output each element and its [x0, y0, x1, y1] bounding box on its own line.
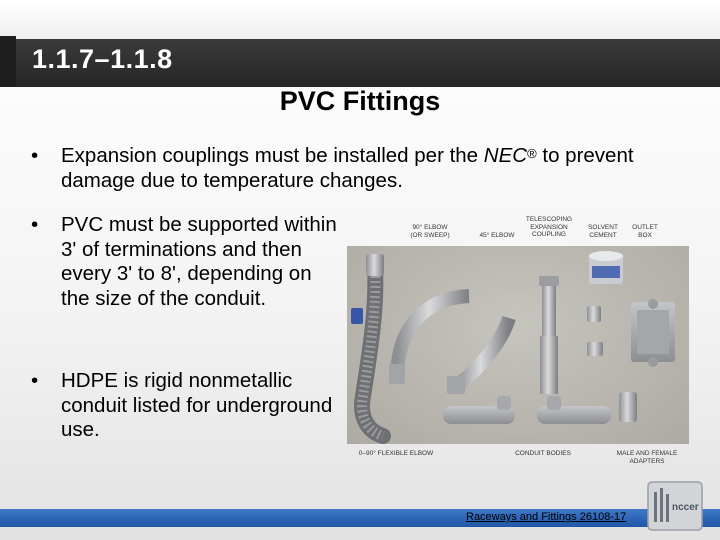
bullet-dot: • [31, 213, 39, 236]
top-strip [0, 0, 720, 40]
footer-link[interactable]: Raceways and Fittings 26108-17 [466, 511, 627, 523]
pvc-fittings-photo [347, 246, 689, 444]
section-number: 1.1.7–1.1.8 [32, 44, 173, 74]
header-accent [0, 36, 16, 87]
bullet-dot: • [31, 369, 39, 392]
nec-reference: NEC [483, 144, 528, 167]
bullet-text: HDPE is rigid nonmetallic conduit listed for underground use. [61, 369, 333, 441]
female-adapter [587, 342, 603, 356]
slide-title [0, 86, 720, 117]
nccer-logo [644, 478, 706, 534]
bullet-text-part: to prevent damage due to temperature changes. [61, 144, 634, 192]
pvc-fittings-illustration [347, 246, 689, 444]
label-adapters: MALE AND FEMALE ADAPTERS [616, 450, 678, 465]
label-telescoping-coupling: TELESCOPING EXPANSION COUPLING [525, 216, 573, 238]
male-adapter [587, 306, 601, 322]
label-conduit-bodies: CONDUIT BODIES [515, 450, 571, 457]
label-outlet-box: OUTLET BOX [632, 224, 658, 239]
label-45-elbow: 45° ELBOW [479, 232, 515, 239]
conduit-body-coupling [619, 392, 637, 422]
elbow-90-coupling [389, 364, 405, 384]
registered-mark: ® [527, 146, 537, 161]
bullet-dot: • [31, 144, 39, 167]
bullet-text: PVC must be supported within 3' of terminations and then every 3' to 8', depending on the size of the conduit. [61, 213, 337, 310]
figure-top-labels [347, 214, 689, 246]
slide-title-text: PVC Fittings [279, 86, 441, 116]
label-solvent-cement: SOLVENT CEMENT [588, 224, 618, 239]
bullet-text-part: Expansion couplings must be installed per the [61, 144, 484, 167]
outlet-box [631, 299, 675, 367]
bullet-hdpe [31, 369, 341, 443]
telescoping-coupling [539, 276, 559, 394]
solvent-cement-can [589, 251, 623, 284]
label-90-elbow: 90° ELBOW (OR SWEEP) [410, 224, 450, 239]
bullet-pvc-support [31, 213, 341, 311]
bullet-expansion-couplings [31, 144, 701, 193]
logo-text: nccer [672, 502, 699, 513]
label-flexible-elbow: 0–90° FLEXIBLE ELBOW [358, 450, 434, 457]
elbow-45-coupling [447, 376, 465, 394]
